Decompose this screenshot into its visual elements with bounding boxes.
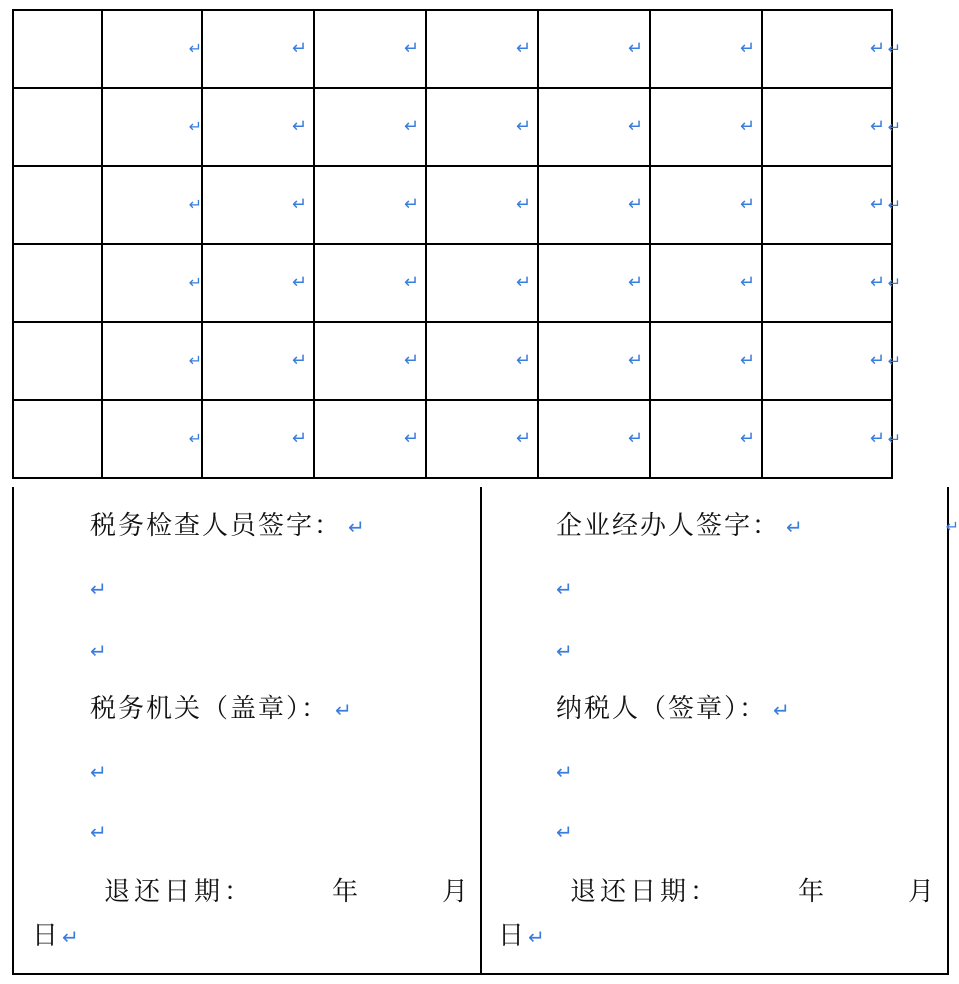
- cell-end-mark-icon: ↵: [515, 116, 531, 137]
- table-cell[interactable]: [538, 166, 650, 244]
- table-cell[interactable]: [202, 400, 314, 478]
- return-mark-icon: ↵: [90, 820, 107, 844]
- agent-signature-label: 企业经办人签字：: [556, 511, 781, 541]
- year-label: 年: [332, 877, 359, 907]
- table-row: [13, 244, 892, 322]
- cell-end-mark-icon: ↵: [627, 38, 643, 59]
- table-cell[interactable]: [102, 400, 202, 478]
- table-cell[interactable]: [650, 244, 762, 322]
- table-cell[interactable]: [650, 10, 762, 88]
- table-cell[interactable]: [102, 244, 202, 322]
- tax-authority-seal-field[interactable]: [90, 694, 352, 725]
- tax-authority-seal-label: 税务机关（盖章）：: [90, 694, 330, 724]
- cell-end-mark-icon: ↵: [188, 351, 202, 370]
- cell-end-mark-icon: ↵: [188, 429, 202, 448]
- cell-end-mark-icon: ↵: [291, 38, 307, 59]
- inspector-signature-label: 税务检查人员签字：: [90, 511, 343, 541]
- table-cell[interactable]: [538, 10, 650, 88]
- table-cell[interactable]: [426, 10, 538, 88]
- table-cell[interactable]: [762, 88, 901, 166]
- return-date-label: 退还日期：: [570, 877, 721, 907]
- return-mark-icon: ↵: [62, 925, 79, 949]
- return-mark-icon: ↵: [786, 515, 803, 539]
- cell-end-mark-icon: ↵: [869, 38, 885, 59]
- table-cell[interactable]: [314, 166, 426, 244]
- cell-end-mark-icon: ↵: [291, 272, 307, 293]
- cell-end-mark-icon: ↵: [515, 272, 531, 293]
- cell-end-mark-icon: ↵: [188, 195, 202, 214]
- cell-end-mark-icon: ↵: [515, 38, 531, 59]
- return-mark-icon: ↵: [90, 760, 107, 784]
- return-mark-icon: ↵: [556, 577, 573, 601]
- cell-end-mark-icon: ↵: [739, 194, 755, 215]
- table-cell[interactable]: [314, 10, 426, 88]
- row-end-mark-icon: ↵: [887, 117, 901, 137]
- table-row: [13, 166, 892, 244]
- taxpayer-seal-field[interactable]: [556, 694, 790, 725]
- return-mark-icon: ↵: [556, 760, 573, 784]
- cell-end-mark-icon: ↵: [627, 116, 643, 137]
- table-cell[interactable]: [762, 322, 901, 400]
- cell-end-mark-icon: ↵: [739, 428, 755, 449]
- table-cell[interactable]: [538, 244, 650, 322]
- row-end-mark-icon: ↵: [887, 273, 901, 293]
- table-cell[interactable]: [538, 88, 650, 166]
- table-cell[interactable]: [426, 244, 538, 322]
- table-cell[interactable]: [314, 400, 426, 478]
- table-cell[interactable]: [202, 322, 314, 400]
- return-mark-icon: ↵: [773, 698, 790, 722]
- cell-end-mark-icon: ↵: [627, 428, 643, 449]
- table-cell[interactable]: [13, 244, 102, 322]
- row-end-mark-icon: ↵: [887, 39, 901, 59]
- table-cell[interactable]: [426, 88, 538, 166]
- return-mark-icon: ↵: [90, 577, 107, 601]
- cell-end-mark-icon: ↵: [403, 272, 419, 293]
- cell-end-mark-icon: ↵: [403, 116, 419, 137]
- table-cell[interactable]: [202, 88, 314, 166]
- cell-end-mark-icon: ↵: [403, 350, 419, 371]
- table-row: [13, 88, 892, 166]
- cell-end-mark-icon: ↵: [291, 116, 307, 137]
- table-cell[interactable]: [202, 10, 314, 88]
- cell-end-mark-icon: ↵: [627, 350, 643, 371]
- return-mark-icon: ↵: [556, 639, 573, 663]
- month-label: 月: [442, 877, 469, 907]
- table-cell[interactable]: [762, 166, 901, 244]
- taxpayer-panel: [482, 487, 959, 973]
- return-date-day[interactable]: [32, 921, 79, 952]
- table-cell[interactable]: [762, 244, 901, 322]
- return-mark-icon: ↵: [335, 698, 352, 722]
- cell-end-mark-icon: ↵: [627, 272, 643, 293]
- cell-end-mark-icon: ↵: [869, 272, 885, 293]
- cell-end-mark-icon: ↵: [403, 428, 419, 449]
- return-mark-icon: ↵: [348, 515, 365, 539]
- table-cell[interactable]: [762, 10, 901, 88]
- table-cell[interactable]: [538, 400, 650, 478]
- cell-end-mark-icon: ↵: [188, 273, 202, 292]
- return-mark-icon: ↵: [528, 925, 545, 949]
- day-label: 日: [498, 921, 527, 951]
- row-end-mark-icon: ↵: [887, 351, 901, 371]
- cell-end-mark-icon: ↵: [291, 428, 307, 449]
- table-cell[interactable]: [762, 400, 901, 478]
- table-cell[interactable]: [314, 322, 426, 400]
- cell-end-mark-icon: ↵: [869, 116, 885, 137]
- cell-end-mark-icon: ↵: [515, 194, 531, 215]
- return-date-label: 退还日期：: [104, 877, 255, 907]
- inspector-signature-field[interactable]: [90, 511, 365, 542]
- table-cell[interactable]: [650, 322, 762, 400]
- cell-end-mark-icon: ↵: [403, 194, 419, 215]
- taxpayer-seal-label: 纳税人（签章）：: [556, 694, 768, 724]
- cell-end-mark-icon: ↵: [627, 194, 643, 215]
- table-cell[interactable]: [13, 10, 102, 88]
- cell-end-mark-icon: ↵: [739, 38, 755, 59]
- table-row: [13, 10, 892, 88]
- cell-end-mark-icon: ↵: [869, 428, 885, 449]
- cell-end-mark-icon: ↵: [403, 38, 419, 59]
- table-cell[interactable]: [650, 400, 762, 478]
- year-label: 年: [798, 877, 825, 907]
- cell-end-mark-icon: ↵: [515, 428, 531, 449]
- table-cell[interactable]: [650, 88, 762, 166]
- row-end-mark-icon: ↵: [945, 517, 959, 536]
- table-cell[interactable]: [13, 166, 102, 244]
- table-cell[interactable]: [650, 166, 762, 244]
- table-cell[interactable]: [538, 322, 650, 400]
- table-cell[interactable]: [314, 244, 426, 322]
- table-cell[interactable]: [202, 244, 314, 322]
- month-label: 月: [908, 877, 935, 907]
- cell-end-mark-icon: ↵: [188, 39, 202, 58]
- table-cell[interactable]: [202, 166, 314, 244]
- day-label: 日: [32, 921, 61, 951]
- row-end-mark-icon: ↵: [887, 195, 901, 215]
- cell-end-mark-icon: ↵: [188, 117, 202, 136]
- cell-end-mark-icon: ↵: [515, 350, 531, 371]
- cell-end-mark-icon: ↵: [869, 350, 885, 371]
- table-cell[interactable]: [13, 322, 102, 400]
- signature-section: [12, 487, 959, 975]
- tax-authority-panel: [14, 487, 480, 973]
- table-cell[interactable]: [426, 166, 538, 244]
- cell-end-mark-icon: ↵: [869, 194, 885, 215]
- return-mark-icon: ↵: [90, 639, 107, 663]
- cell-end-mark-icon: ↵: [739, 350, 755, 371]
- table-cell[interactable]: [426, 400, 538, 478]
- table-cell[interactable]: [13, 88, 102, 166]
- row-end-mark-icon: ↵: [887, 429, 901, 449]
- return-date-day[interactable]: [498, 921, 545, 952]
- table-row: [13, 400, 892, 478]
- cell-end-mark-icon: ↵: [291, 194, 307, 215]
- table-cell[interactable]: [13, 400, 102, 478]
- agent-signature-field[interactable]: [556, 511, 803, 542]
- cell-end-mark-icon: ↵: [739, 272, 755, 293]
- table-cell[interactable]: [102, 10, 202, 88]
- table-row: [13, 322, 892, 400]
- return-mark-icon: ↵: [556, 820, 573, 844]
- cell-end-mark-icon: ↵: [291, 350, 307, 371]
- table-cell[interactable]: [102, 88, 202, 166]
- cell-end-mark-icon: ↵: [739, 116, 755, 137]
- table-cell[interactable]: [426, 322, 538, 400]
- table-cell[interactable]: [314, 88, 426, 166]
- record-table: [12, 9, 901, 479]
- table-cell[interactable]: [102, 322, 202, 400]
- table-cell[interactable]: [102, 166, 202, 244]
